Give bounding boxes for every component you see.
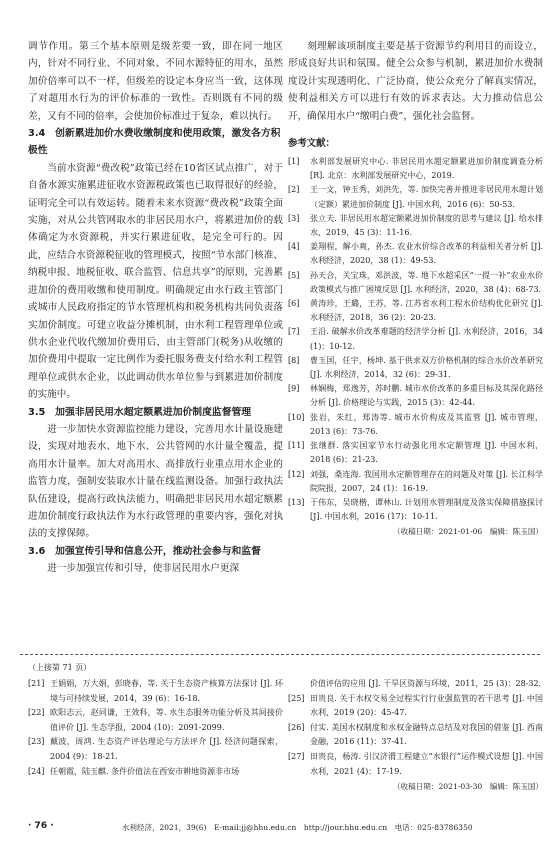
reference-text: 王沿. 破解水价改革难题的经济学分析 [J]. 水利经济，2016，34 (1)：10-12. [310, 327, 543, 351]
reference-text: 付实. 美国水权制度和水权金融特点总结及对我国的借鉴 [J]. 西南金融，2016 (11)：37-41. [310, 722, 543, 747]
reference-text: 价值评估的应用 [J]. 干旱区资源与环境，2011，25 (3)：28-32. [310, 679, 542, 688]
reference-item [28, 706, 283, 735]
reference-item [288, 382, 543, 410]
reference-item [288, 240, 543, 268]
left-paragraph-3: 进一步加快水资源监控能力建设，完善用水计量设施建设，实现对地表水、地下水、公共管网的水计量全覆盖，提高用水计量率。加大对高用水、高排放行业重点用水企业的监管力度，强制安装取水计量在线监测设备。加强行政执法队伍建设，提高行政执法能力，明确把非居民用水超定额累进加价制度行政执法作为水行政管理的重要内容，强化对执法的支撑保障。 [28, 423, 283, 540]
reference-text: 王一文，钟玉秀，刘洪先，等. 加快完善并推进非居民用水超计划（定额）累进加价制度 [J]. 中国水利，2016 (6)：50-53. [310, 185, 543, 209]
reference-number: [21] [28, 679, 45, 688]
reference-number: [11] [288, 441, 305, 451]
page-number: · 76 · [28, 821, 54, 831]
reference-number: [23] [28, 737, 45, 747]
reference-number: [26] [288, 722, 305, 732]
reference-text: 张继群. 落实国家节水行动强化用水定额管理 [J]. 中国水利，2018 (6)：21-23. [310, 441, 543, 465]
reference-number: [3] [288, 213, 300, 223]
left-paragraph-2: 当前水资源“费改税”政策已经在10省区试点推广，对于自备水源实施累进征收水资源税政策也已取得很好的经验，证明完全可以有效运转。随着未来水资源“费改税”政策全面实施，对从公共管网取水的非居民用水户，将累进加价的载体确定为水资源税，并实行累进征收，是完全可行的。因此，应结合水资源税征收的管理模式，按照“节水部门核准、纳税申报、地税征收、联合监管、信息共享”的原则，完善累进加价的费用收缴和使用制度。明确规定由水行政主管部门或城市人民政府指定的节水管理机构和税务机构共同负责落实加价制度。可建立收益分摊机制，由水利工程管理单位或供水企业代收代缴加价费用后，由主管部门(税务)从收缴的加价费用中提取一定比例作为委托服务费支付给水利工程管理单位或供水企业，以此调动供水单位参与到累进加价制度的实施中。 [28, 162, 283, 401]
reference-item [28, 735, 283, 764]
reference-number: [2] [288, 185, 300, 195]
reference-number: [13] [288, 497, 305, 507]
reference-number: [10] [288, 412, 305, 422]
reference-text: 戴波，周鸿. 生态资产评估理论与方法评介 [J]. 经济问题探索，2004 (9)：18-21. [50, 737, 283, 761]
bottom-left-references [28, 677, 283, 779]
reference-text: 王娟娟，万大娟，彭晓春，等. 关于生态资产核算方法探讨 [J]. 环境与可持续发展，2014，39 (6)：16-18. [50, 679, 283, 703]
continued-label: （上接第 71 页） [28, 663, 92, 672]
references-list [288, 155, 543, 524]
section-heading-3-6: 3.6 加强宣传引导和信息公开，推动社会参与和监督 [28, 545, 261, 557]
reference-text: 孙天合，关宝珠，邓洪波，等. 地下水超采区“一提一补”农业水价政策模式与推广困境反思 [J]. 水利经济，2020，38 (4)：68-73. [310, 270, 543, 294]
left-paragraph-4: 进一步加强宣传和引导，使非居民用水户更深 [47, 563, 240, 575]
reference-number [288, 677, 310, 692]
reference-item [288, 692, 543, 721]
reference-text: 刘强，桑连海. 我国用水定额管理存在的问题及对策 [J]. 长江科学院院报，2007，24 (1)：16-19. [310, 469, 543, 493]
reference-item [288, 325, 543, 353]
reference-number: [24] [28, 766, 45, 776]
bottom-received-date: （收稿日期：2021-03-30 编辑：陈玉国） [392, 782, 543, 792]
journal-footer: 水利经济，2021，39(6) E-mail:jj@hhu.edu.cn http://jour.hhu.edu.cn 电话：025-83786350 [122, 823, 473, 832]
reference-item [288, 468, 543, 496]
reference-item [288, 411, 543, 439]
reference-item [288, 297, 543, 325]
references-title: 参考文献： [288, 138, 335, 150]
reference-number: [25] [288, 693, 305, 703]
reference-text: 曹玉国，任宇，杨坤. 基于供求双方价格机制的综合水价改革研究 [J]. 水利经济，2014，32 (6)：29-31. [310, 355, 543, 380]
reference-text: 水利部发展研究中心. 非居民用水超定额累进加价制度调查分析 [R]. 北京：水利部发展研究中心，2019. [310, 157, 543, 181]
reference-text: 于伟东，吴晓楷，谭林山. 计划用水管理制度及落实保障措施探讨 [J]. 中国水利，2016 (17)：10-11. [310, 497, 543, 522]
reference-number: [27] [288, 751, 305, 761]
reference-item [288, 750, 543, 779]
reference-number: [22] [28, 708, 45, 718]
reference-text: 张岩，朱红，郑涛等. 城市水价构成及其监管 [J]. 城市管理，2013 (6)：73-76. [310, 412, 543, 436]
received-date: （收稿日期：2021-01-06 编辑：陈玉国） [392, 527, 543, 537]
reference-item [288, 439, 543, 467]
reference-number: [4] [288, 242, 300, 252]
bottom-right-references [288, 677, 543, 792]
reference-item [28, 677, 283, 706]
reference-text: 欧阳志云，赵同谦，王效科，等. 水生态服务功能分析及其间接价值评价 [J]. 生态学报，2004 (10)：2091-2099. [50, 708, 283, 732]
reference-text: 黄涛珍，王璐，王苏，等. 江苏省水利工程水价结构优化研究 [J]. 水利经济，2018，36 (2)：20-23. [310, 299, 543, 323]
reference-number: [1] [288, 157, 300, 167]
reference-text: 张立夫. 非居民用水超定额累进加价制度的思考与建议 [J]. 给水排水，2019，45 (3)：11-16. [310, 213, 543, 238]
left-paragraph-1: 调节作用。第三个基本原则是级差要一致，即在同一地区内，针对不同行业、不同对象、不同水源特征的用水，虽然加价倍率可以不一样，但级差的设定本身应当一致，这体现了对超用水行为的评价标准的一致性。否则既有不同的级差，又有不同的倍率，会使加价标准过于复杂，难以执行。 [28, 41, 283, 122]
reference-text: 田贵良. 关于水权交易全过程实行行业强监管的若干思考 [J]. 中国水利，2019 (20)：45-47. [310, 693, 543, 718]
left-column [28, 38, 283, 578]
reference-number: [7] [288, 327, 300, 337]
reference-item [288, 269, 543, 297]
right-paragraph-1: 刻理解该项制度主要是基于资源节约利用目的而设立，形成良好共识和氛围。健全公众参与机制，累进加价水费制度设计实现透明化、广泛协商，使公众充分了解真实情况，使利益相关方可以进行有效的诉求表达。大力推动信息公开，确保用水户“缴明白费”，强化社会监督。 [288, 41, 543, 122]
reference-number: [5] [288, 270, 300, 280]
reference-text: 任朝霞，陆玉麒. 条件价值法在西安市耕地资源非市场 [50, 766, 240, 776]
reference-number: [8] [288, 355, 300, 365]
reference-item [288, 183, 543, 211]
reference-item [288, 496, 543, 524]
reference-number: [9] [288, 384, 300, 394]
reference-text: 田贵良，杨涛. 引汉济渭工程建立“水银行”运作模式设想 [J]. 中国水利，2021 (4)：17-19. [310, 751, 543, 776]
reference-text: 姜翔程，解小爽，孙杰. 农业水价综合改革的利益相关者分析 [J]. 水利经济，2020，38 (1)：49-53. [310, 242, 543, 266]
reference-item [288, 212, 543, 240]
reference-item [288, 677, 543, 692]
section-heading-3-4: 3.4 创新累进加价水费收缴制度和使用政策，激发各方积极性 [28, 128, 281, 157]
section-divider [20, 654, 540, 655]
section-heading-3-5: 3.5 加强非居民用水超定额累进加价制度监督管理 [28, 406, 252, 418]
reference-text: 林娴梅，郑逸芳，苏时鹏. 城市水价改革的多重目标及其深化路径分析 [J]. 价格理论与实践，2015 (3)：42-44. [310, 384, 543, 408]
reference-item [288, 354, 543, 382]
reference-number: [12] [288, 469, 305, 479]
reference-item [28, 765, 283, 780]
reference-number: [6] [288, 299, 300, 309]
reference-item [288, 155, 543, 183]
right-column [288, 38, 543, 537]
reference-item [288, 721, 543, 750]
